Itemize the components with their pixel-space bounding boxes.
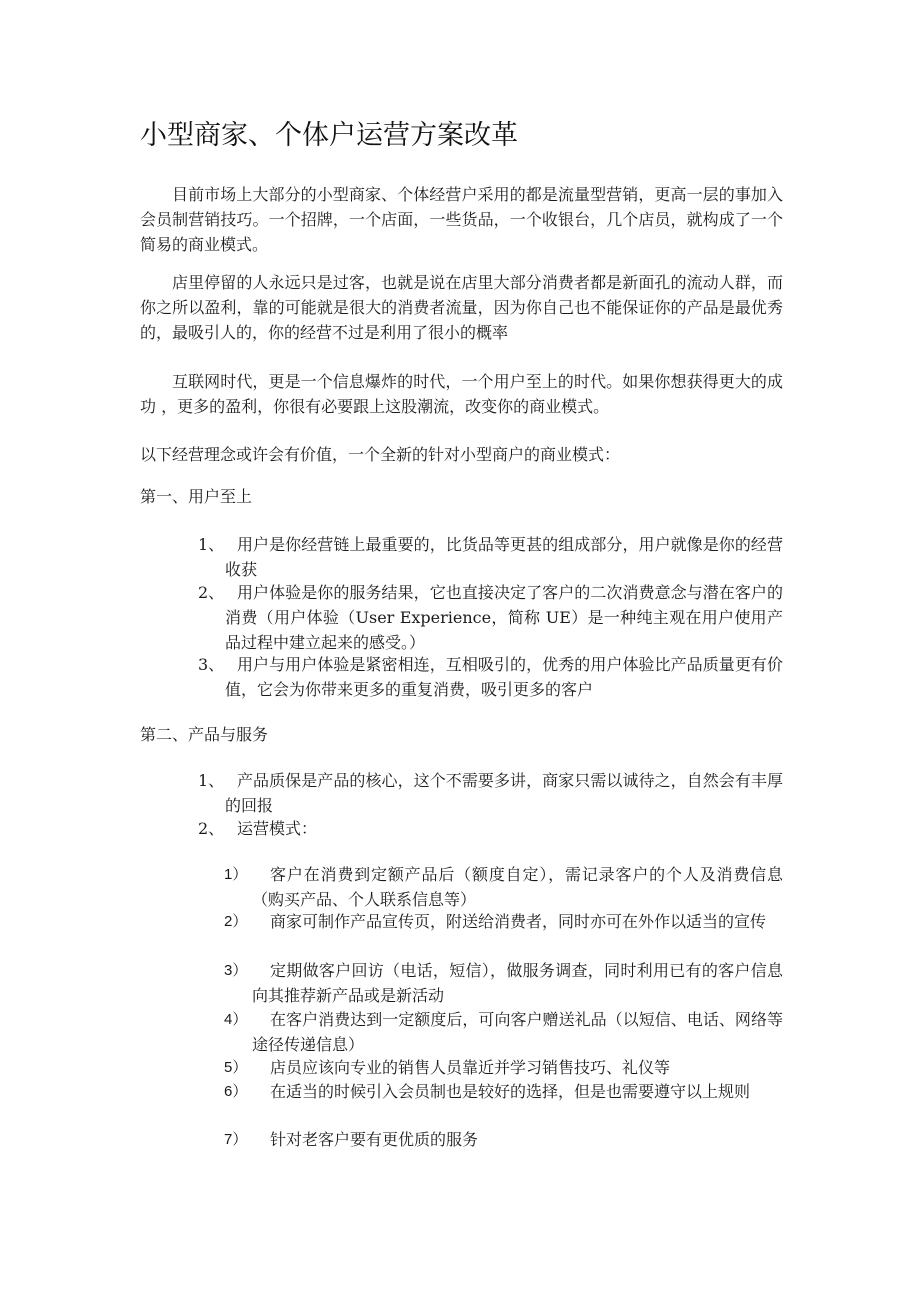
list-item [198,768,783,818]
sub-item-number: 6） [224,1083,248,1100]
list-item-number: 2、 [198,583,225,602]
sub-item-text: 商家可制作产品宣传页，附送给消费者，同时亦可在外作以适当的宣传 [270,912,767,931]
sub-list-item [224,1079,783,1104]
sub-item-number: 3） [224,962,248,979]
list-item [198,816,783,841]
paragraph-2: 店里停留的人永远只是过客，也就是说在店里大部分消费者都是新面孔的流动人群，而你之所以盈利，靠的可能就是很大的消费者流量，因为你自己也不能保证你的产品是最优秀的，最吸引人的，你的经营不过是利用了很小的概率 [140,273,783,342]
paragraph-4: 以下经营理念或许会有价值，一个全新的针对小型商户的商业模式： [140,445,621,464]
list-item-number: 1、 [198,535,225,554]
sub-list-item [224,909,783,934]
sub-item-number: 2） [224,913,248,930]
sub-list-item [224,958,783,1008]
sub-item-number: 7） [224,1131,248,1148]
sub-item-text: 定期做客户回访（电话，短信），做服务调查，同时利用已有的客户信息向其推荐新产品或是新活动 [252,961,783,1005]
list-item-text: 产品质保是产品的核心，这个不需要多讲，商家只需以诚待之，自然会有丰厚的回报 [225,771,783,815]
list-item-text: 用户是你经营链上最重要的，比货品等更甚的组成部分，用户就像是你的经营收获 [225,535,783,579]
sub-item-text: 在客户消费达到一定额度后，可向客户赠送礼品（以短信、电话、网络等途径传递信息） [252,1010,783,1054]
document-title: 小型商家、个体户运营方案改革 [140,120,518,151]
list-item-number: 2、 [198,819,225,838]
list-item-text: 用户体验是你的服务结果，它也直接决定了客户的二次消费意念与潜在客户的消费（用户体验（User Experience，简称 UE）是一种纯主观在用户使用产品过程中建立起来的感受。） [225,583,783,652]
sub-item-text: 店员应该向专业的销售人员靠近并学习销售技巧、礼仪等 [270,1058,671,1077]
sub-list-item [224,862,783,912]
sub-item-text: 客户在消费到定额产品后（额度自定），需记录客户的个人及消费信息（购买产品、个人联系信息等） [252,865,783,909]
list-item-number: 1、 [198,771,225,790]
list-item [198,652,783,702]
list-item-number: 3、 [198,655,225,674]
sub-list-item [224,1007,783,1057]
sub-item-number: 4） [224,1011,248,1028]
sub-item-number: 5） [224,1059,248,1076]
list-item-text: 运营模式： [237,819,318,838]
sub-item-text: 在适当的时候引入会员制也是较好的选择，但是也需要遵守以上规则 [270,1082,751,1101]
list-item-text: 用户与用户体验是紧密相连，互相吸引的，优秀的用户体验比产品质量更有价值，它会为你带来更多的重复消费，吸引更多的客户 [225,655,783,699]
list-item [198,532,783,582]
list-item [198,580,783,655]
sub-list-item [224,1055,783,1080]
paragraph-1: 目前市场上大部分的小型商家、个体经营户采用的都是流量型营销，更高一层的事加入会员制营销技巧。一个招牌，一个店面，一些货品，一个收银台，几个店员，就构成了一个简易的商业模式。 [140,185,783,254]
paragraph-3: 互联网时代，更是一个信息爆炸的时代，一个用户至上的时代。如果你想获得更大的成功 ，更多的盈利，你很有必要跟上这股潮流，改变你的商业模式。 [140,372,783,416]
sub-list-item [224,1127,783,1152]
sub-item-number: 1） [224,866,248,883]
sub-item-text: 针对老客户要有更优质的服务 [270,1130,479,1149]
section-heading-2: 第二、产品与服务 [140,725,269,744]
section-heading-1: 第一、用户至上 [140,487,253,506]
